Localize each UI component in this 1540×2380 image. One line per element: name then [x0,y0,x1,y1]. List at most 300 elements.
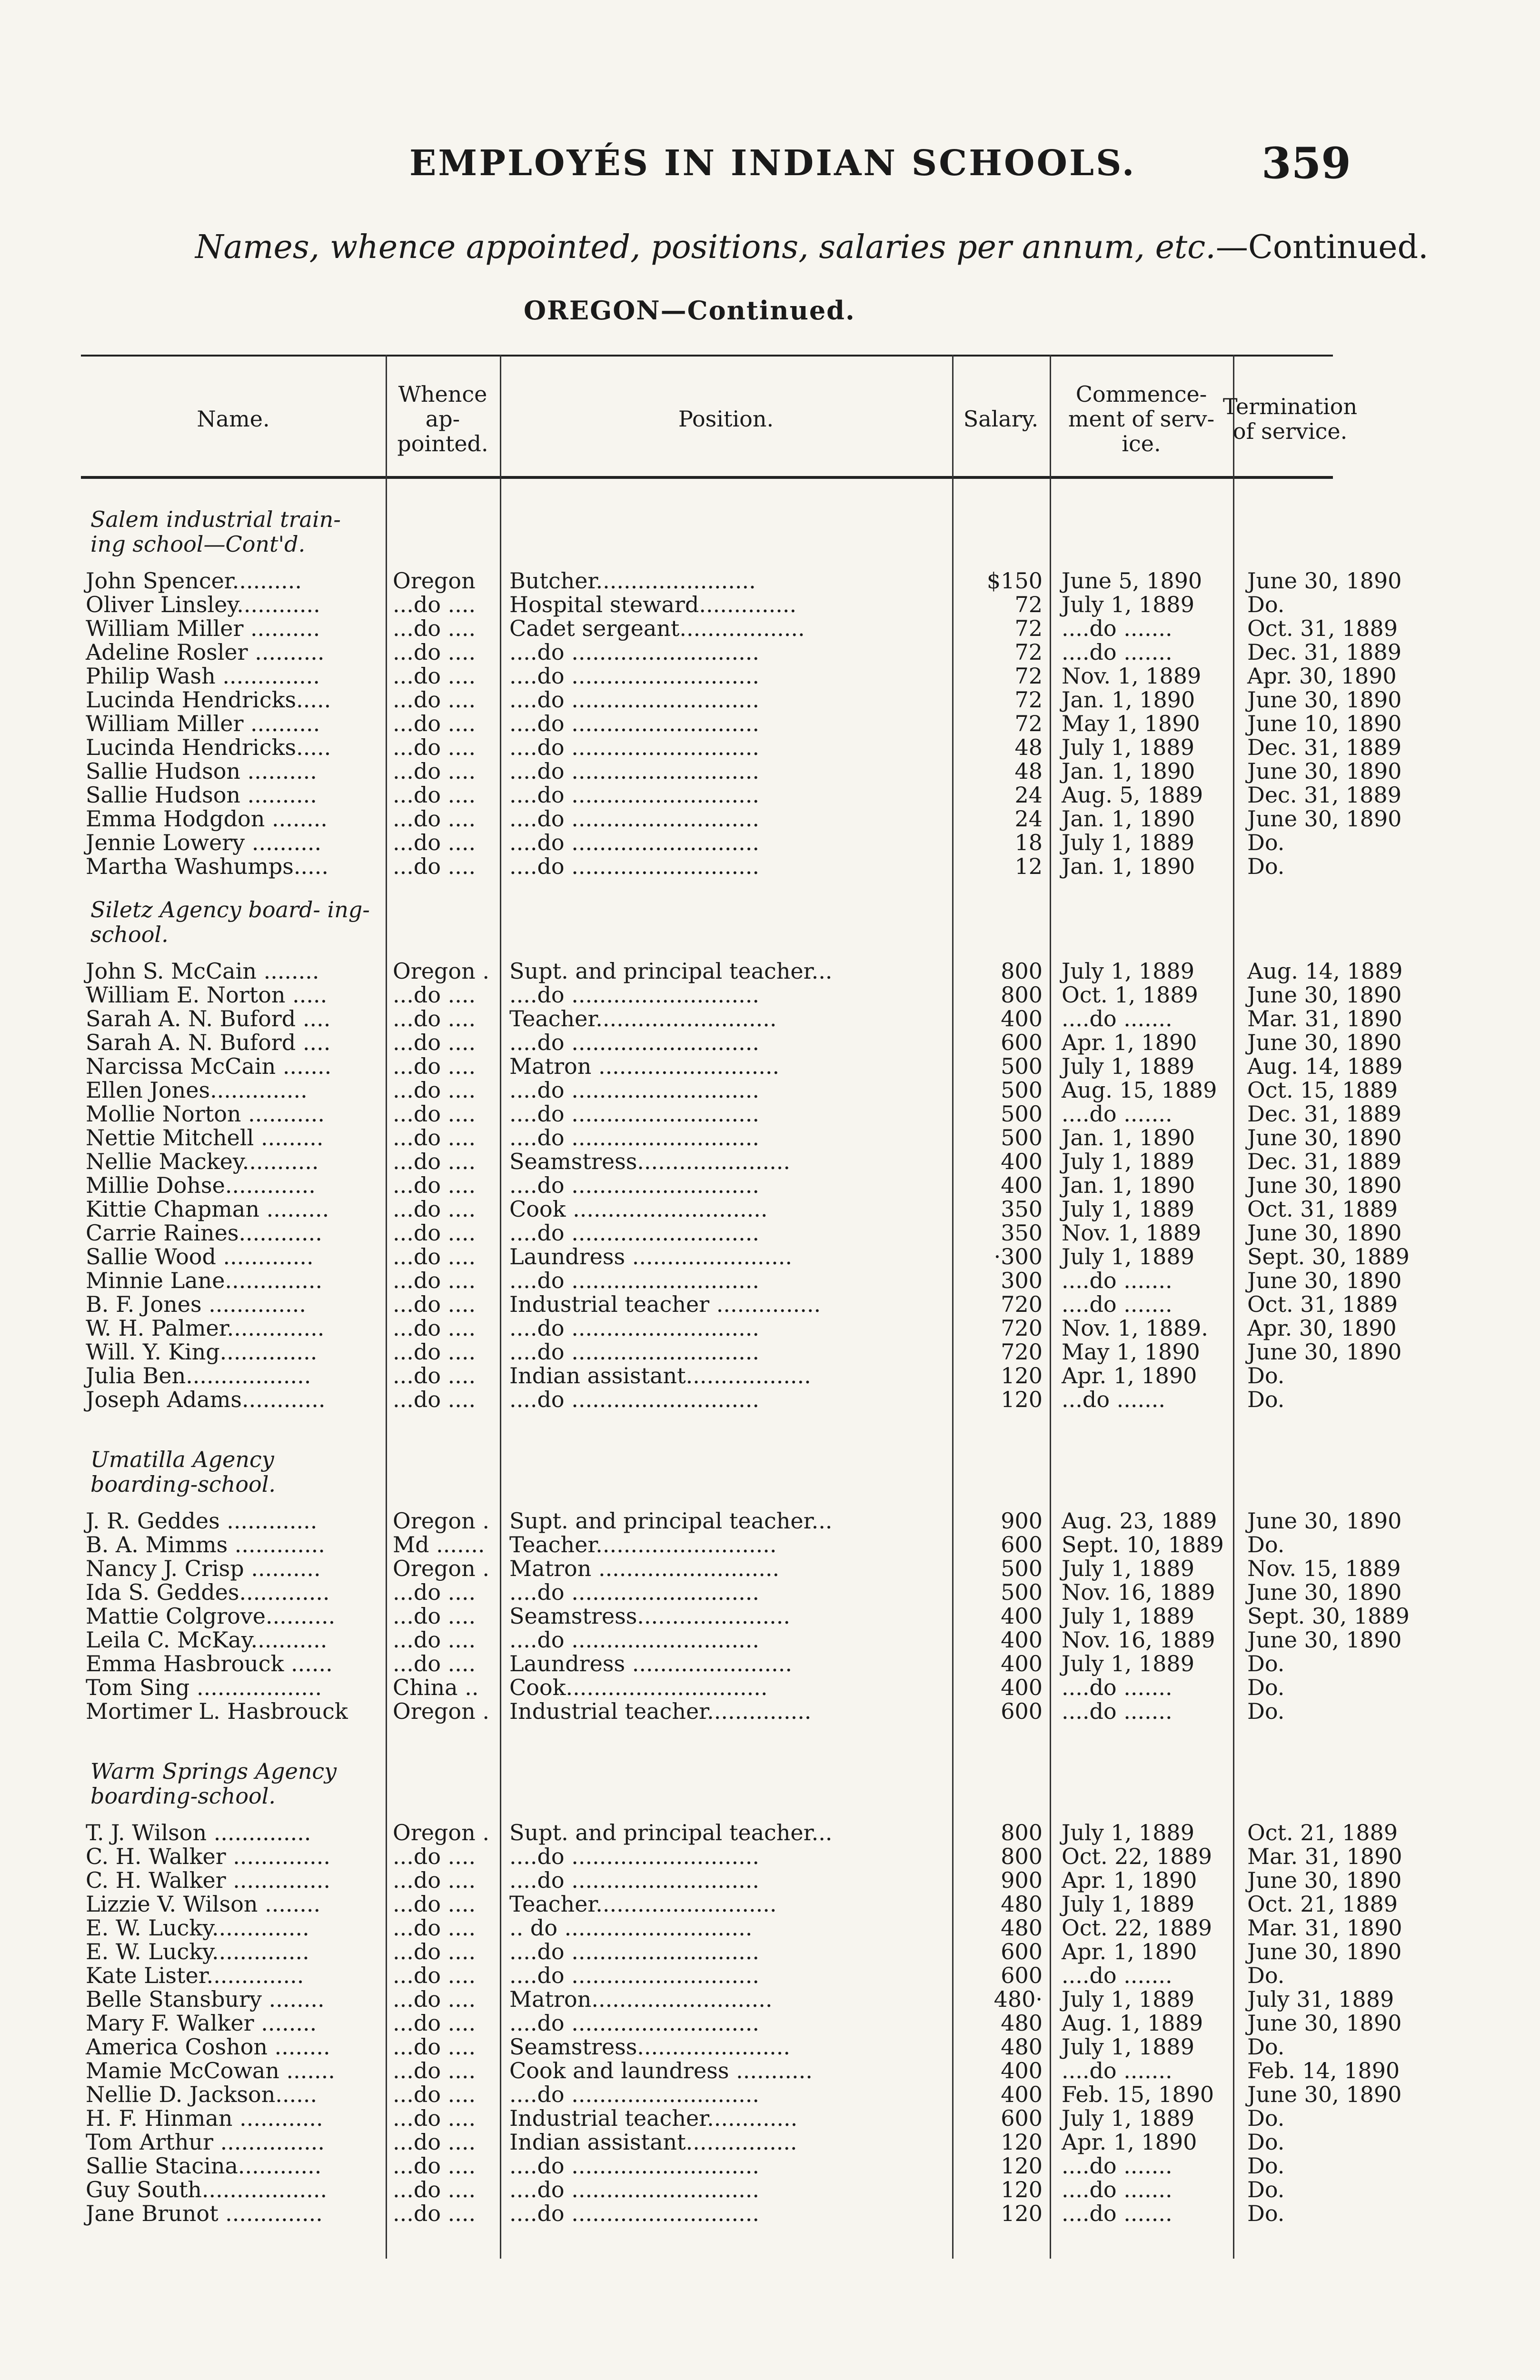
whence-appointed: ...do .... [393,830,476,855]
commencement-date: Nov. 16, 1889 [1062,1627,1215,1653]
position: ....do ........................... [509,1963,760,1988]
page-subtitle [195,228,1429,266]
position: ....do ........................... [509,1939,760,1964]
section-title [86,507,1338,556]
commencement-date: July 1, 1889 [1062,830,1194,855]
salary: 300 [1001,1268,1043,1293]
whence-appointed: ...do .... [393,782,476,808]
termination-date: Do. [1247,1363,1285,1388]
position: Cook and laundress ........... [509,2058,813,2083]
termination-date: Sept. 30, 1889 [1247,1603,1410,1629]
employee-name: Sallie Stacina............ [86,2153,322,2179]
commencement-date: July 1, 1889 [1062,1651,1194,1676]
termination-date: June 30, 1890 [1247,1867,1402,1893]
salary: 500 [1001,1556,1043,1581]
position: ....do ........................... [509,758,760,784]
employee-name: Kate Lister.............. [86,1963,304,1988]
position: ....do ........................... [509,2177,760,2202]
position: Matron .......................... [509,1556,780,1581]
employee-name: J. R. Geddes ............. [86,1508,318,1534]
commencement-date: Aug. 1, 1889 [1062,2010,1203,2036]
employee-name: H. F. Hinman ............ [86,2105,323,2131]
salary: 600 [1001,1963,1043,1988]
salary: 400 [1001,1627,1043,1653]
whence-appointed: ...do .... [393,2034,476,2060]
position: ....do ........................... [509,1172,760,1198]
salary: 600 [1001,1532,1043,1557]
employee-name: Mollie Norton ........... [86,1101,325,1127]
salary: $150 [986,568,1043,594]
employee-name: Mortimer L. Hasbrouck [86,1698,348,1724]
whence-appointed: ...do .... [393,1603,476,1629]
salary: 800 [1001,958,1043,984]
termination-date: Oct. 31, 1889 [1247,615,1398,641]
termination-date: June 30, 1890 [1247,687,1402,713]
whence-appointed: ...do .... [393,1125,476,1150]
salary: 400 [1001,1651,1043,1676]
table-row [81,1339,1402,1365]
commencement-date: ....do ....... [1062,1963,1172,1988]
salary: 24 [1014,782,1043,808]
employee-name: Nancy J. Crisp .......... [86,1556,321,1581]
termination-date: Aug. 14, 1889 [1247,1053,1403,1079]
salary: 480 [1001,2034,1043,2060]
employee-name: Sallie Hudson .......... [86,758,317,784]
position: Butcher....................... [509,568,756,594]
termination-date: Dec. 31, 1889 [1247,639,1401,665]
employee-name: Oliver Linsley............ [86,592,320,617]
whence-appointed: ...do .... [393,1387,476,1412]
position: Cadet sergeant.................. [509,615,805,641]
table-row [81,782,1401,808]
employee-name: Nettie Mitchell ......... [86,1125,324,1150]
whence-appointed: ...do .... [393,663,476,689]
commencement-date: Jan. 1, 1890 [1062,1172,1195,1198]
table-row [81,1820,1398,1845]
termination-date: June 30, 1890 [1247,806,1402,832]
whence-appointed: ...do .... [393,2082,476,2107]
salary: 480· [994,1986,1043,2012]
table-row [81,1603,1410,1629]
salary: 900 [1001,1508,1043,1534]
termination-date: Do. [1247,2105,1285,2131]
page-number: 359 [1262,138,1351,188]
position: Cook............................. [509,1675,768,1700]
commencement-date: ....do ....... [1062,615,1172,641]
salary: 500 [1001,1053,1043,1079]
position: ....do ........................... [509,734,760,760]
table-row [81,1077,1398,1103]
salary: 24 [1014,806,1043,832]
commencement-date: July 1, 1889 [1062,1244,1194,1269]
employee-name: Emma Hodgdon ........ [86,806,328,832]
table-row [81,1867,1402,1893]
commencement-date: Apr. 1, 1890 [1062,2129,1197,2155]
termination-date: Do. [1247,2129,1285,2155]
employee-name: Millie Dohse............. [86,1172,316,1198]
whence-appointed: ...do .... [393,711,476,736]
position: ....do ........................... [509,2153,760,2179]
section-title-text: Umatilla Agency boarding-school. [90,1447,276,1497]
termination-date: Mar. 31, 1890 [1247,1006,1402,1031]
commencement-date: Oct. 22, 1889 [1062,1844,1212,1869]
termination-date: Oct. 21, 1889 [1247,1820,1398,1845]
employee-name: E. W. Lucky.............. [86,1915,309,1941]
salary: 500 [1001,1579,1043,1605]
position: ....do ........................... [509,1125,760,1150]
termination-date: Sept. 30, 1889 [1247,1244,1410,1269]
salary: 800 [1001,982,1043,1008]
salary: 72 [1014,615,1043,641]
salary: 800 [1001,1844,1043,1869]
termination-date: June 30, 1890 [1247,1220,1402,1246]
whence-appointed: Oregon . [393,1556,489,1581]
employee-name: John S. McCain ........ [86,958,319,984]
table-row [81,2202,1333,2225]
table-row [81,687,1402,713]
table-row [81,663,1397,689]
termination-date: Do. [1247,592,1285,617]
employee-name: Carrie Raines............ [86,1220,322,1246]
table-row [81,982,1402,1008]
header-termination: Termination of service. [1222,394,1358,444]
salary: 72 [1014,592,1043,617]
position: ....do ........................... [509,687,760,713]
table-row [81,2106,1333,2130]
table-row [81,806,1402,832]
commencement-date: July 1, 1889 [1062,1149,1194,1174]
table-row [81,1891,1398,1917]
employee-name: Lucinda Hendricks..... [86,734,331,760]
commencement-date: July 1, 1889 [1062,1196,1194,1222]
whence-appointed: ...do .... [393,982,476,1008]
employee-name: Minnie Lane.............. [86,1268,323,1293]
table-row [81,1939,1402,1964]
position: Cook ............................ [509,1196,768,1222]
position: ....do ........................... [509,853,760,879]
termination-date: June 30, 1890 [1247,758,1402,784]
employee-name: Jennie Lowery .......... [86,830,322,855]
position: Laundress ....................... [509,1244,793,1269]
table-row [81,1291,1398,1317]
employee-name: Adeline Rosler .......... [86,639,325,665]
salary: 600 [1001,2105,1043,2131]
termination-date: June 30, 1890 [1247,1508,1402,1534]
termination-date: Dec. 31, 1889 [1247,782,1401,808]
commencement-date: Oct. 22, 1889 [1062,1915,1212,1941]
whence-appointed: ...do .... [393,1244,476,1269]
employee-name: Mattie Colgrove.......... [86,1603,336,1629]
commencement-date: Apr. 1, 1890 [1062,1363,1197,1388]
whence-appointed: ...do .... [393,1986,476,2012]
employee-name: Jane Brunot .............. [86,2201,323,2226]
salary: 120 [1001,2129,1043,2155]
commencement-date: July 1, 1889 [1062,958,1194,984]
position: Laundress ....................... [509,1651,793,1676]
commencement-date: Aug. 15, 1889 [1062,1077,1217,1103]
position: ....do ........................... [509,1579,760,1605]
commencement-date: ....do ....... [1062,1101,1172,1127]
table-row [81,2130,1333,2154]
position: Matron .......................... [509,1053,780,1079]
termination-date: June 30, 1890 [1247,1030,1402,1055]
table-row [81,1579,1402,1605]
whence-appointed: ...do .... [393,1844,476,1869]
position: Indian assistant.................. [509,1363,811,1388]
commencement-date: ....do ....... [1062,1268,1172,1293]
commencement-date: June 5, 1890 [1062,568,1202,594]
commencement-date: Apr. 1, 1890 [1062,1867,1197,1893]
table-row [81,1986,1394,2012]
termination-date: Aug. 14, 1889 [1247,958,1403,984]
table-row [81,1196,1398,1222]
commencement-date: Jan. 1, 1890 [1062,1125,1195,1150]
employee-name: B. A. Mimms ............. [86,1532,325,1557]
whence-appointed: Oregon [393,568,476,594]
table-row [81,734,1401,760]
termination-date: Do. [1247,2177,1285,2202]
commencement-date: ....do ....... [1062,1291,1172,1317]
position: ....do ........................... [509,1339,760,1365]
employee-name: W. H. Palmer.............. [86,1315,325,1341]
whence-appointed: ...do .... [393,1339,476,1365]
salary: 400 [1001,1172,1043,1198]
salary: 72 [1014,687,1043,713]
salary: 600 [1001,1939,1043,1964]
position: ....do ........................... [509,982,760,1008]
whence-appointed: ...do .... [393,734,476,760]
commencement-date: ....do ....... [1062,2153,1172,2179]
termination-date: Dec. 31, 1889 [1247,734,1401,760]
employee-name: Ida S. Geddes............. [86,1579,330,1605]
termination-date: Do. [1247,1675,1285,1700]
salary: 48 [1014,758,1043,784]
position: ....do ........................... [509,2082,760,2107]
table-row [81,1844,1402,1869]
table-header-rule [81,476,1333,479]
header-whence: Whence ap- pointed. [397,381,488,456]
commencement-date: July 1, 1889 [1062,1820,1194,1845]
commencement-date: ...do ....... [1062,1387,1165,1412]
employee-name: Sarah A. N. Buford .... [86,1006,331,1031]
salary: 350 [1001,1220,1043,1246]
state-heading: OREGON—Continued. [524,295,855,326]
termination-date: Do. [1247,2201,1285,2226]
commencement-date: ....do ....... [1062,2201,1172,2226]
commencement-date: Jan. 1, 1890 [1062,758,1195,784]
salary: 480 [1001,2010,1043,2036]
header-name: Name. [197,406,270,432]
whence-appointed: ...do .... [393,1053,476,1079]
commencement-date: May 1, 1890 [1062,711,1200,736]
commencement-date: ....do ....... [1062,1698,1172,1724]
termination-date: Do. [1247,1963,1285,1988]
termination-date: Feb. 14, 1890 [1247,2058,1400,2083]
employee-name: Tom Arthur ............... [86,2129,325,2155]
commencement-date: Nov. 1, 1889 [1062,663,1202,689]
termination-date: June 30, 1890 [1247,1172,1402,1198]
whence-appointed: ...do .... [393,1101,476,1127]
whence-appointed: ...do .... [393,2177,476,2202]
position: Hospital steward.............. [509,592,797,617]
employee-name: Ellen Jones.............. [86,1077,308,1103]
employee-name: Martha Washumps..... [86,853,329,879]
employee-name: Guy South.................. [86,2177,328,2202]
table-row [81,2178,1333,2202]
termination-date: Dec. 31, 1889 [1247,1101,1401,1127]
salary: 400 [1001,2058,1043,2083]
section-title-text: Warm Springs Agency boarding-school. [90,1758,337,1809]
table-row [81,711,1402,736]
position: Supt. and principal teacher... [509,1820,833,1845]
section-title-text: Siletz Agency board- ing-school. [90,897,370,947]
employee-name: C. H. Walker .............. [86,1844,330,1869]
whence-appointed: ...do .... [393,1963,476,1988]
table-row [81,1699,1333,1723]
commencement-date: Nov. 1, 1889. [1062,1315,1208,1341]
salary: 480 [1001,1891,1043,1917]
position: Supt. and principal teacher... [509,958,833,984]
whence-appointed: ...do .... [393,1315,476,1341]
employee-name: B. F. Jones .............. [86,1291,306,1317]
termination-date: Apr. 30, 1890 [1247,1315,1397,1341]
position: ....do ........................... [509,1315,760,1341]
commencement-date: Feb. 15, 1890 [1062,2082,1214,2107]
employee-name: Leila C. McKay........... [86,1627,328,1653]
commencement-date: Jan. 1, 1890 [1062,687,1195,713]
section-title [86,1759,1338,1808]
whence-appointed: ...do .... [393,1915,476,1941]
table-row [81,2082,1402,2107]
position: ....do ........................... [509,830,760,855]
employee-name: Tom Sing .................. [86,1675,322,1700]
commencement-date: Apr. 1, 1890 [1062,1030,1197,1055]
commencement-date: Jan. 1, 1890 [1062,853,1195,879]
whence-appointed: ...do .... [393,853,476,879]
whence-appointed: ...do .... [393,2105,476,2131]
commencement-date: Oct. 1, 1889 [1062,982,1198,1008]
table-row [81,1149,1401,1174]
position: Industrial teacher............... [509,1698,812,1724]
position: ....do ........................... [509,639,760,665]
termination-date: Do. [1247,2153,1285,2179]
whence-appointed: ...do .... [393,1867,476,1893]
whence-appointed: China .. [393,1675,479,1700]
termination-date: Do. [1247,1532,1285,1557]
employee-name: William Miller .......... [86,615,320,641]
position: Indian assistant................ [509,2129,797,2155]
employee-name: Will. Y. King.............. [86,1339,318,1365]
employee-name: William E. Norton ..... [86,982,328,1008]
position: Seamstress...................... [509,2034,790,2060]
commencement-date: July 1, 1889 [1062,2034,1194,2060]
employee-name: E. W. Lucky.............. [86,1939,309,1964]
whence-appointed: ...do .... [393,1891,476,1917]
position: ....do ........................... [509,2201,760,2226]
commencement-date: July 1, 1889 [1062,592,1194,617]
termination-date: Do. [1247,830,1285,855]
salary: 120 [1001,2177,1043,2202]
salary: 120 [1001,1363,1043,1388]
table-top-rule [81,355,1333,357]
header-commencement: Commence- ment of serv- ice. [1068,381,1215,456]
salary: 600 [1001,1030,1043,1055]
position: ....do ........................... [509,1867,760,1893]
termination-date: June 30, 1890 [1247,568,1402,594]
employee-name: T. J. Wilson .............. [86,1820,311,1845]
employee-name: Kittie Chapman ......... [86,1196,329,1222]
termination-date: Mar. 31, 1890 [1247,1915,1402,1941]
termination-date: June 30, 1890 [1247,982,1402,1008]
termination-date: June 30, 1890 [1247,1125,1402,1150]
termination-date: June 30, 1890 [1247,1579,1402,1605]
position: ....do ........................... [509,1387,760,1412]
table-row [81,1125,1402,1150]
whence-appointed: ...do .... [393,1172,476,1198]
whence-appointed: ...do .... [393,2058,476,2083]
table-row [81,593,1333,616]
whence-appointed: ...do .... [393,2010,476,2036]
position: Supt. and principal teacher... [509,1508,833,1534]
table-row [81,1964,1333,1987]
salary: 120 [1001,2201,1043,2226]
salary: 500 [1001,1101,1043,1127]
table-row [81,1053,1403,1079]
employee-name: Narcissa McCain ....... [86,1053,332,1079]
whence-appointed: ...do .... [393,639,476,665]
position: ....do ........................... [509,1030,760,1055]
table-row [81,1627,1402,1653]
table-row [81,1915,1402,1941]
whence-appointed: ...do .... [393,806,476,832]
position: ....do ........................... [509,1101,760,1127]
whence-appointed: ...do .... [393,1030,476,1055]
termination-date: Do. [1247,1698,1285,1724]
employee-name: Joseph Adams............ [86,1387,326,1412]
salary: 600 [1001,1698,1043,1724]
termination-date: June 30, 1890 [1247,2010,1402,2036]
whence-appointed: ...do .... [393,1196,476,1222]
commencement-date: ....do ....... [1062,2058,1172,2083]
salary: 480 [1001,1915,1043,1941]
subtitle-continued: —Continued. [1215,228,1429,266]
table-row [81,1508,1402,1534]
whence-appointed: ...do .... [393,1006,476,1031]
salary: ·300 [994,1244,1043,1269]
employee-name: Mary F. Walker ........ [86,2010,317,2036]
employee-name: Sarah A. N. Buford .... [86,1030,331,1055]
commencement-date: Aug. 5, 1889 [1062,782,1203,808]
table-row [81,2058,1400,2083]
whence-appointed: Oregon . [393,1820,489,1845]
termination-date: June 10, 1890 [1247,711,1402,736]
position: ....do ........................... [509,2010,760,2036]
table-row [81,1220,1402,1246]
employee-name: Nellie Mackey........... [86,1149,319,1174]
whence-appointed: ...do .... [393,1077,476,1103]
salary: 12 [1014,853,1043,879]
termination-date: June 30, 1890 [1247,1939,1402,1964]
commencement-date: ....do ....... [1062,1675,1172,1700]
whence-appointed: ...do .... [393,1651,476,1676]
position: Industrial teacher............. [509,2105,798,2131]
commencement-date: July 1, 1889 [1062,1556,1194,1581]
whence-appointed: ...do .... [393,2201,476,2226]
salary: 720 [1001,1339,1043,1365]
commencement-date: July 1, 1889 [1062,1603,1194,1629]
employee-name: America Coshon ........ [86,2034,330,2060]
salary: 48 [1014,734,1043,760]
